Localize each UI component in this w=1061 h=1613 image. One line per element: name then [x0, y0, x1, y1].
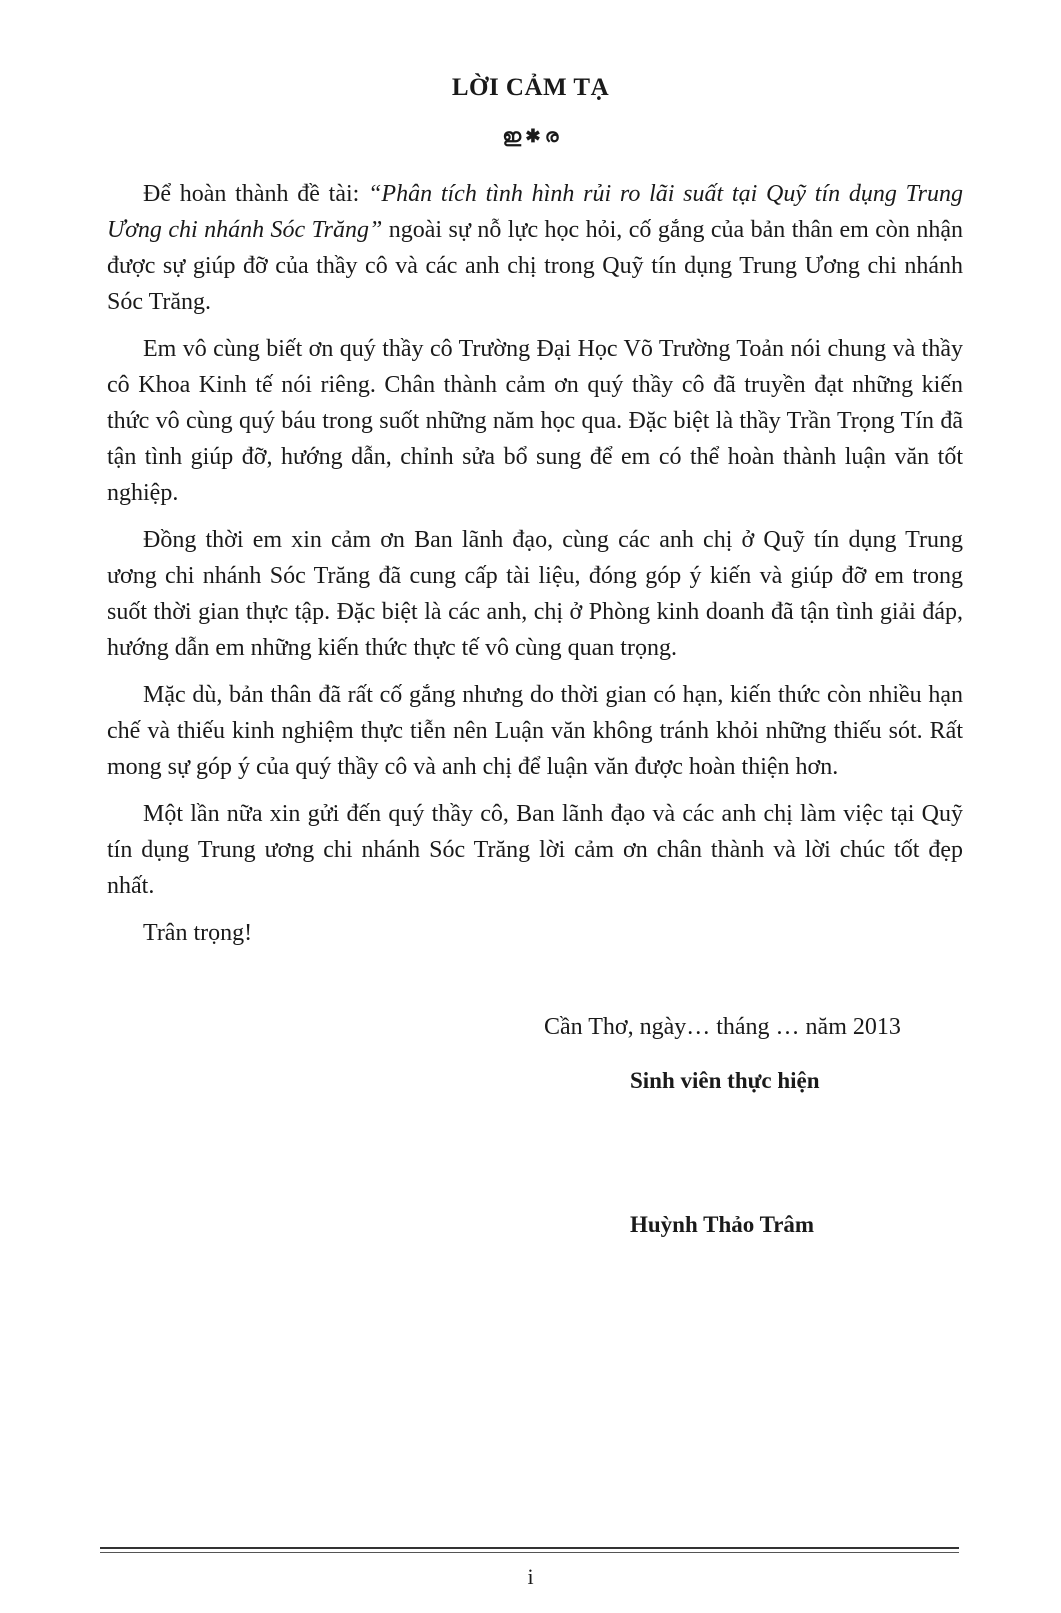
paragraph-3: Đồng thời em xin cảm ơn Ban lãnh đạo, cùng các anh chị ở Quỹ tín dụng Trung ương chi nhánh Sóc Trăng đã cung cấp tài liệu, đóng góp ý kiến và giúp đỡ em trong suốt thời gian thực tập. Đặc biệt là các anh, chị ở Phòng kinh doanh đã tận tình giải đáp, hướng dẫn em những kiến thức thực tế vô cùng quan trọng. — [107, 527, 963, 661]
signature-role: Sinh viên thực hiện — [630, 1068, 820, 1093]
footer-divider-thin — [100, 1552, 959, 1553]
thesis-title: “Phân tích tình hình rủi ro lãi suất tại Quỹ tín dụng Trung Ương chi nhánh Sóc Trăng” — [107, 181, 963, 243]
page-title: LỜI CẢM TẠ — [451, 74, 610, 101]
signature-date: Cần Thơ, ngày… tháng … năm 2013 — [544, 1014, 901, 1040]
signature-name: Huỳnh Thảo Trâm — [630, 1212, 815, 1237]
ornament-divider: ഇ ✱ ര — [502, 126, 559, 147]
page-number: i — [527, 1564, 534, 1589]
footer-divider — [100, 1547, 959, 1549]
paragraph-1 — [107, 176, 963, 320]
paragraph-4: Mặc dù, bản thân đã rất cố gắng nhưng do thời gian có hạn, kiến thức còn nhiều hạn chế và thiếu kinh nghiệm thực tiễn nên Luận văn không tránh khỏi những thiếu sót. Rất mong sự góp ý của quý thầy cô và anh chị để luận văn được hoàn thiện hơn. — [107, 682, 963, 780]
closing-line: Trân trọng! — [143, 920, 253, 946]
body-text — [107, 176, 963, 951]
paragraph-1-suffix: ngoài sự nỗ lực học hỏi, cố gắng của bản thân em còn nhận được sự giúp đỡ của thầy cô và các anh chị trong Quỹ tín dụng Trung Ương chi nhánh Sóc Trăng. — [107, 217, 963, 315]
paragraph-2: Em vô cùng biết ơn quý thầy cô Trường Đại Học Võ Trường Toản nói chung và thầy cô Khoa Kinh tế nói riêng. Chân thành cảm ơn quý thầy cô đã truyền đạt những kiến thức vô cùng quý báu trong suốt những năm học qua. Đặc biệt là thầy Trần Trọng Tín đã tận tình giúp đỡ, hướng dẫn, chỉnh sửa bổ sung để em có thể hoàn thành luận văn tốt nghiệp. — [107, 336, 963, 506]
paragraph-1-prefix: Để hoàn thành đề tài: — [143, 181, 369, 207]
paragraph-5: Một lần nữa xin gửi đến quý thầy cô, Ban lãnh đạo và các anh chị làm việc tại Quỹ tín dụng Trung ương chi nhánh Sóc Trăng lời cảm ơn chân thành và lời chúc tốt đẹp nhất. — [107, 801, 963, 899]
